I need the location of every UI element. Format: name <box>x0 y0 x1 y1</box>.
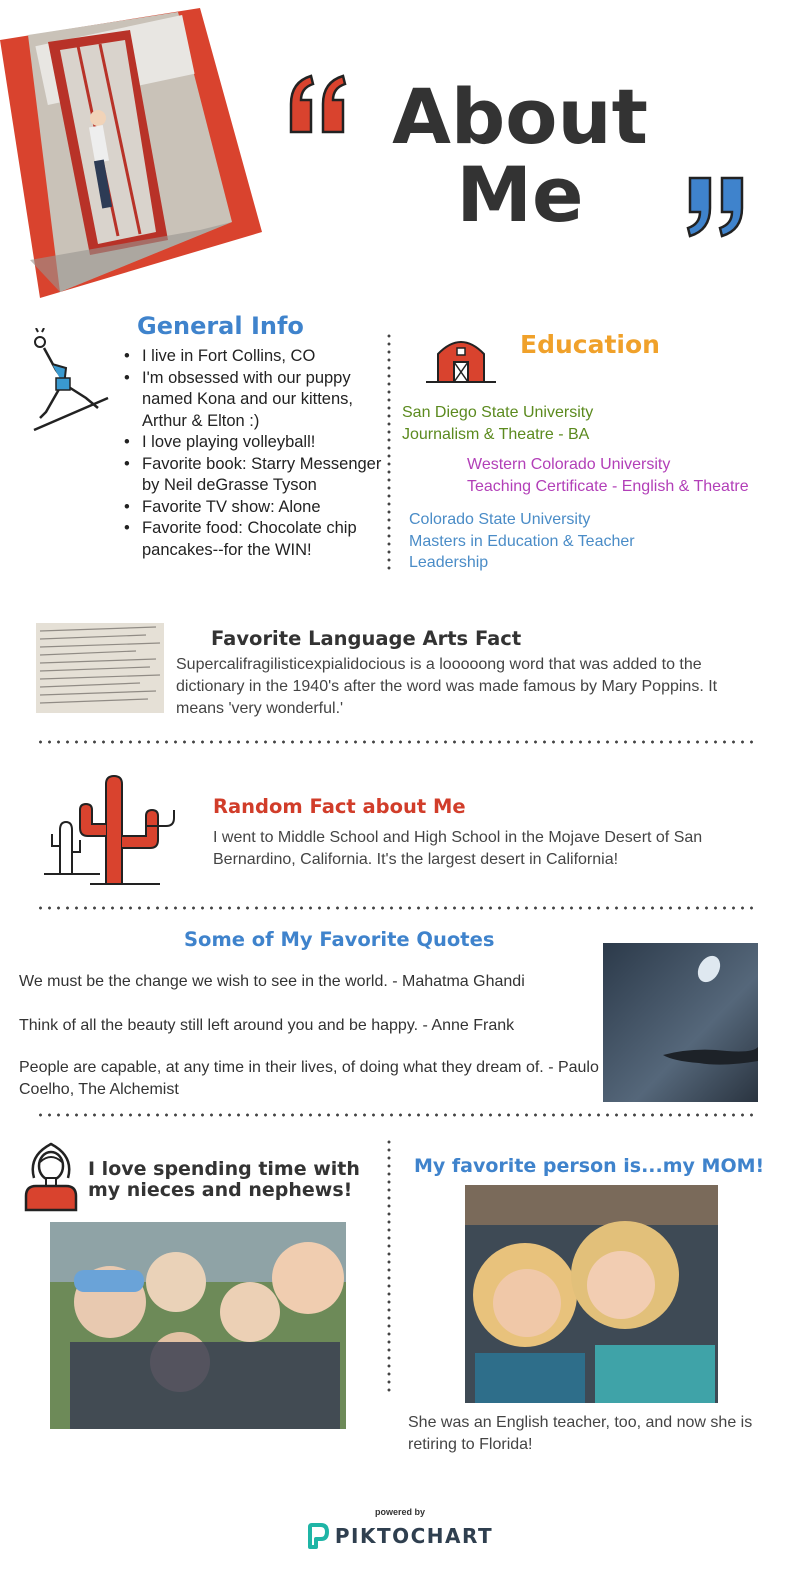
phone-booth-photo <box>0 0 270 300</box>
list-item: • I'm obsessed with our puppy named Kona and our kittens, Arthur & Elton :) <box>122 368 382 433</box>
language-arts-title: Favorite Language Arts Fact <box>211 627 522 650</box>
list-item: • I live in Fort Collins, CO <box>122 346 382 368</box>
close-quote-icon <box>682 172 752 242</box>
quote-item: People are capable, at any time in their lives, of doing what they dream of. - Paulo Coelho, The Alchemist <box>19 1059 599 1098</box>
random-fact-title: Random Fact about Me <box>213 795 466 818</box>
cactus-icon <box>40 770 182 892</box>
education-entry-wcu <box>467 454 749 497</box>
mom-photo <box>465 1185 718 1403</box>
school-name: San Diego State University <box>402 404 594 421</box>
barn-icon <box>424 330 498 386</box>
nieces-nephews-photo <box>50 1222 346 1429</box>
education-entry-sdsu <box>402 402 593 445</box>
piktochart-logo-icon <box>307 1523 329 1549</box>
school-name: Colorado State University <box>409 511 591 528</box>
piktochart-logo[interactable] <box>300 1520 500 1552</box>
general-info-title: General Info <box>137 312 304 340</box>
list-item: • Favorite food: Chocolate chip pancakes--for the WIN! <box>122 518 382 561</box>
horizontal-divider <box>36 906 758 910</box>
list-item: • Favorite book: Starry Messenger by Neil deGrasse Tyson <box>122 454 382 497</box>
vertical-divider <box>387 332 391 572</box>
degree-name: Journalism & Theatre - BA <box>402 425 590 443</box>
quote-item: We must be the change we wish to see in the world. - Mahatma Ghandi <box>19 973 525 990</box>
feather-hand-photo <box>603 943 758 1102</box>
list-item: • Favorite TV show: Alone <box>122 497 382 519</box>
page-title-line-1: About <box>392 72 648 161</box>
horizontal-divider <box>36 1113 758 1117</box>
horizontal-divider <box>36 740 758 744</box>
page-title <box>380 72 660 239</box>
open-quote-icon <box>285 70 355 140</box>
quote-item: Think of all the beauty still left around you and be happy. - Anne Frank <box>19 1017 515 1034</box>
school-name: Western Colorado University <box>467 456 671 473</box>
degree-name: Teaching Certificate - English & Theatre <box>467 477 749 495</box>
piktochart-wordmark: PIKTOCHART <box>334 1524 494 1548</box>
vertical-divider <box>387 1138 391 1393</box>
education-title: Education <box>520 330 660 359</box>
degree-name: Masters in Education & Teacher Leadership <box>409 532 635 571</box>
general-info-list <box>122 346 382 561</box>
powered-by-label: powered by <box>374 1507 425 1517</box>
random-fact-body: I went to Middle School and High School in the Mojave Desert of San Bernardino, California. It's the largest desert in California! <box>213 829 703 868</box>
list-item: • I love playing volleyball! <box>122 432 382 454</box>
page-title-line-2: Me <box>456 150 584 239</box>
dictionary-photo <box>36 623 164 713</box>
yoga-figure-icon <box>26 328 112 434</box>
mom-caption: She was an English teacher, too, and now she is retiring to Florida! <box>408 1414 753 1453</box>
person-icon <box>22 1140 80 1212</box>
education-entry-csu <box>409 509 709 574</box>
mom-title: My favorite person is...my MOM! <box>414 1155 765 1177</box>
quotes-title: Some of My Favorite Quotes <box>184 928 495 951</box>
language-arts-body: Supercalifragilisticexpialidocious is a looooong word that was added to the dictionary in the 1940's after the word was made famous by Mary Poppins. It means 'very wonderful.' <box>176 656 718 717</box>
nieces-title: I love spending time with my nieces and nephews! <box>88 1158 360 1201</box>
